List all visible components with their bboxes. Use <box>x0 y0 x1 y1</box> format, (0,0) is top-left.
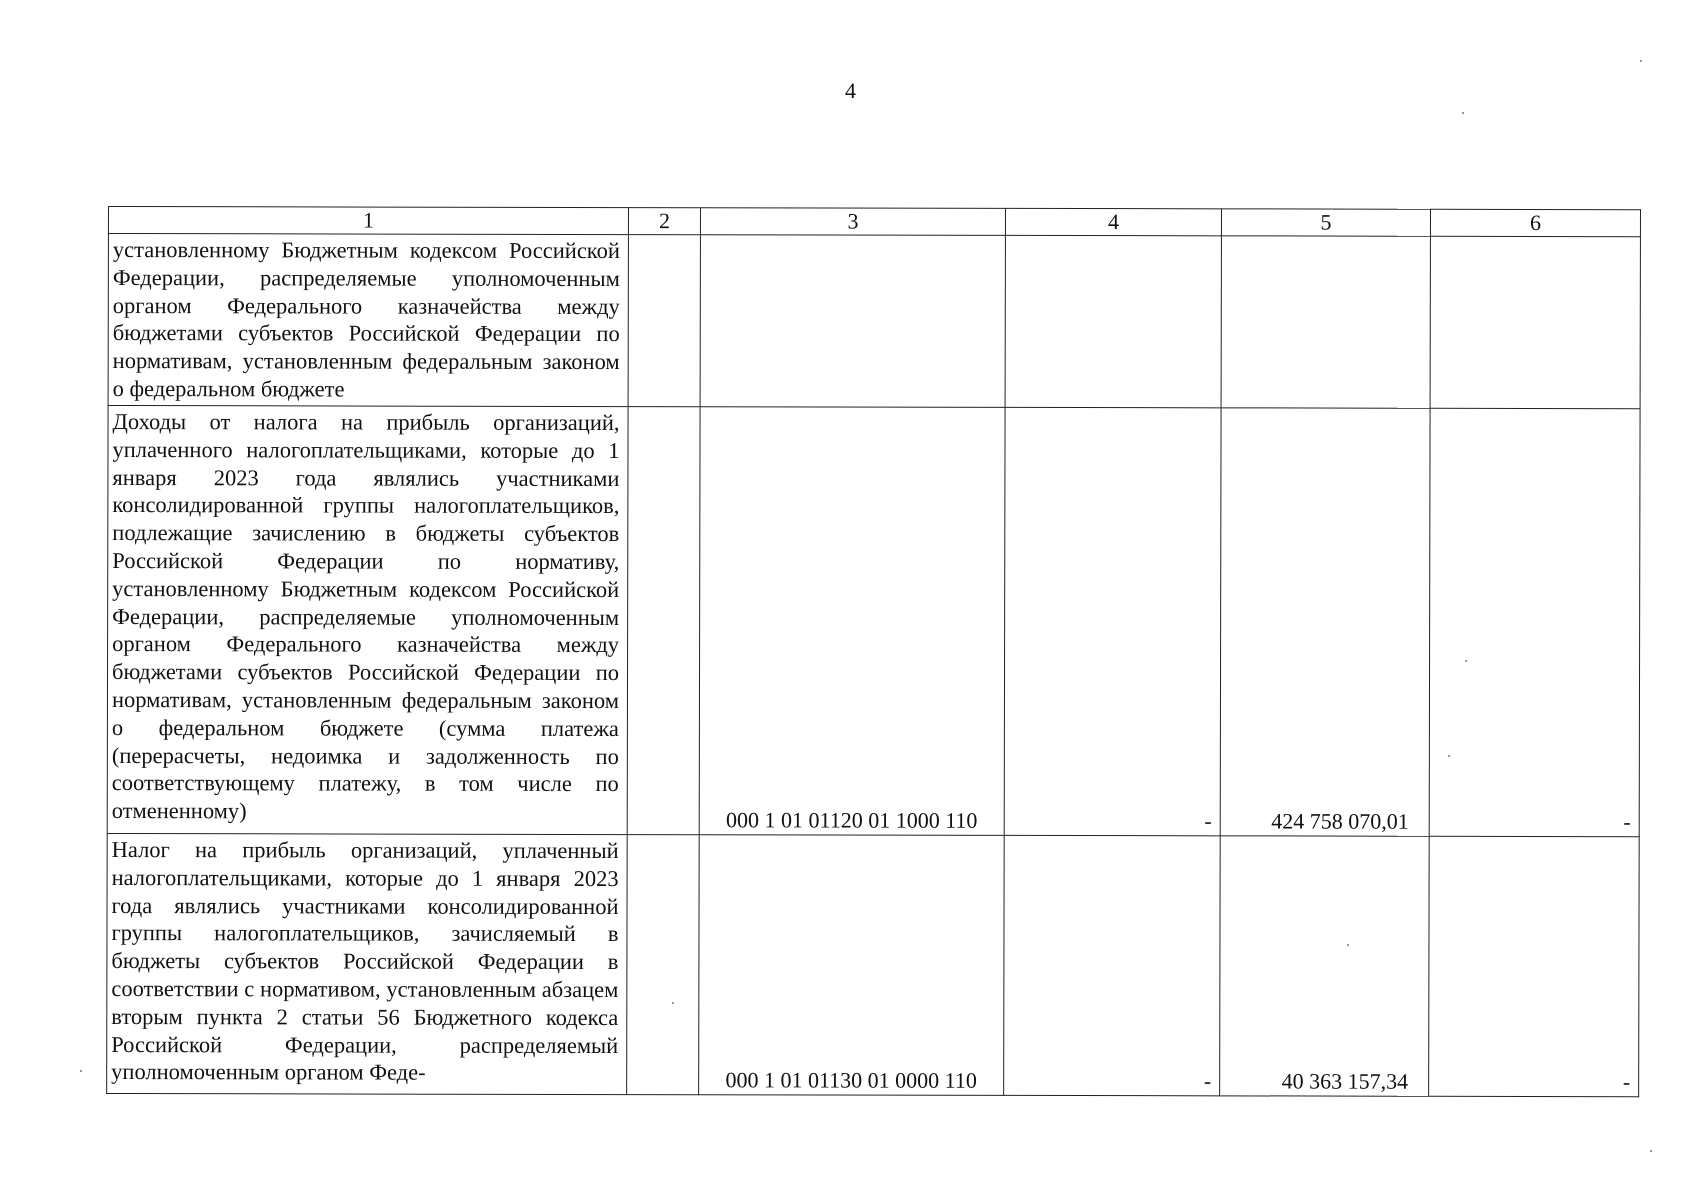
column-header-3: 3 <box>700 208 1005 236</box>
page-number: 4 <box>845 78 856 103</box>
scan-speck <box>1650 1150 1652 1152</box>
scan-speck <box>1448 755 1450 757</box>
row-col6 <box>1430 236 1640 408</box>
scan-speck <box>80 1070 82 1072</box>
column-header-6: 6 <box>1430 209 1640 236</box>
scan-speck <box>672 1002 674 1004</box>
scan-speck <box>1462 112 1464 114</box>
budget-table <box>106 206 1641 1097</box>
row-col2 <box>628 235 700 407</box>
table-row <box>107 406 1640 837</box>
row-col5 <box>1221 236 1430 408</box>
row-col4: - <box>1004 407 1221 835</box>
table-row <box>107 833 1640 1096</box>
column-header-1: 1 <box>108 207 628 235</box>
scan-speck <box>1347 944 1349 946</box>
row-code: 000 1 01 01130 01 0000 110 <box>699 835 1005 1096</box>
row-description: Налог на прибыль организаций, уплаченный налогоплательщиками, которые до 1 января 2023 года являлись участниками консолидированной группы налогоплательщиков, зачисляемый в бюджеты субъектов Российской Федерации в соответствии с нормативом, установленным абзацем вторым пункта 2 статьи 56 Бюджетного кодекса Российской Федерации, распределяемый уполномоченным органом Феде- <box>107 833 628 1094</box>
row-col5: 424 758 070,01 <box>1220 408 1430 836</box>
column-header-2: 2 <box>628 208 700 235</box>
scan-speck <box>1465 660 1467 662</box>
table-row <box>108 234 1640 409</box>
row-code <box>700 235 1005 408</box>
scan-speck <box>1640 60 1642 62</box>
column-header-4: 4 <box>1005 208 1221 235</box>
row-code: 000 1 01 01120 01 1000 110 <box>699 407 1005 836</box>
row-col2 <box>627 407 700 835</box>
row-col6: - <box>1429 408 1640 836</box>
row-col4 <box>1005 235 1221 407</box>
column-header-5: 5 <box>1221 209 1430 236</box>
row-col6: - <box>1429 836 1640 1096</box>
row-description: установленному Бюджетным кодексом Российской Федерации, распределяемые уполномоченным органом Федерального казначейства между бюджетами субъектов Российской Федерации по нормативам, установленным федеральным законом о федеральном бюджете <box>108 234 628 407</box>
row-col4: - <box>1004 835 1221 1095</box>
row-description: Доходы от налога на прибыль организаций, уплаченного налогоплательщиками, которые до 1 января 2023 года являлись участниками консолидированной группы налогоплательщиков, подлежащие зачислению в бюджеты субъектов Российской Федерации по нормативу, установленному Бюджетным кодексом Российской Федерации, распределяемые уполномоченным органом Федерального казначейства между бюджетами субъектов Российской Федерации по нормативам, установленным федеральным законом о федеральном бюджете (сумма платежа (перерасчеты, недоимка и задолженность по соответствующему платежу, в том числе по отмененному) <box>107 406 628 835</box>
column-header-row <box>108 207 1640 237</box>
row-col5: 40 363 157,34 <box>1220 836 1430 1096</box>
row-col2 <box>627 835 700 1095</box>
